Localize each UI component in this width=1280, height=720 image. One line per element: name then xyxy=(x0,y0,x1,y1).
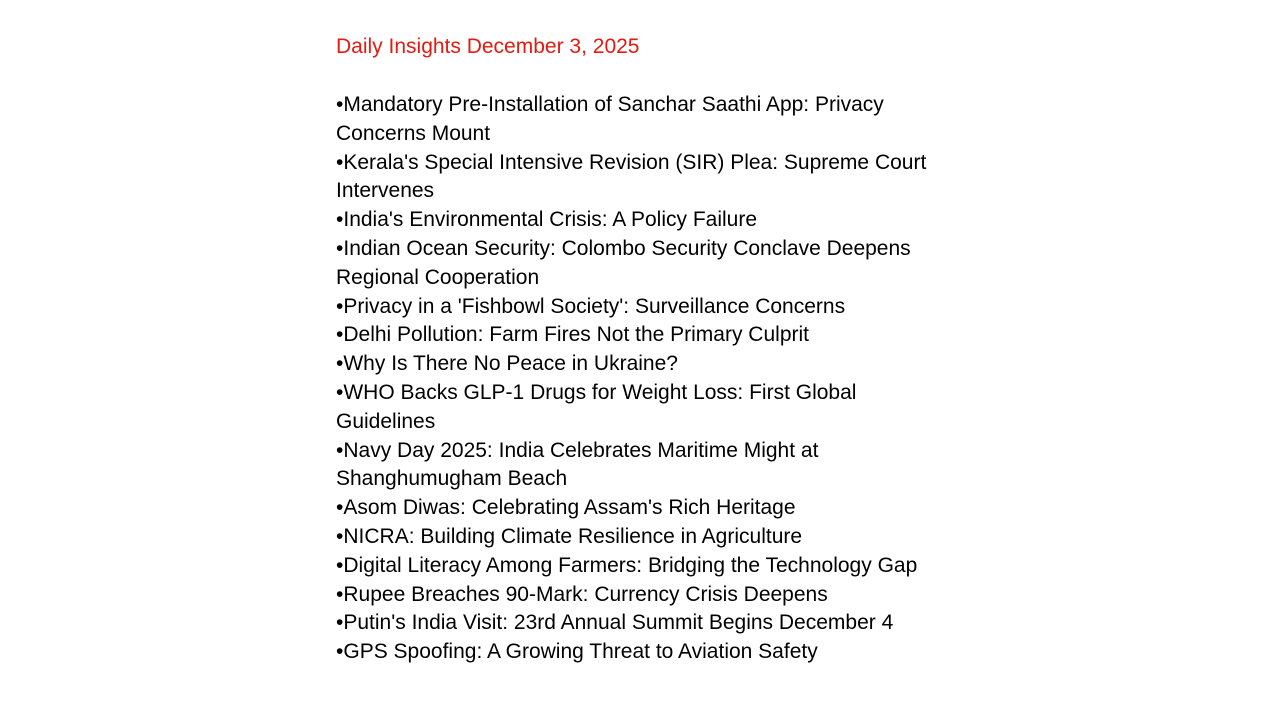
headline-item xyxy=(336,235,956,293)
bullet-icon: • xyxy=(336,640,344,664)
headline-text: Indian Ocean Security: Colombo Security Conclave Deepens Regional Cooperation xyxy=(336,236,911,289)
headline-text: Rupee Breaches 90-Mark: Currency Crisis Deepens xyxy=(343,582,828,606)
bullet-icon: • xyxy=(336,380,344,404)
headline-text: GPS Spoofing: A Growing Threat to Aviation Safety xyxy=(343,640,818,664)
headline-item xyxy=(336,321,956,350)
headline-text: Asom Diwas: Celebrating Assam's Rich Heritage xyxy=(343,496,796,520)
headline-text: WHO Backs GLP-1 Drugs for Weight Loss: First Global Guidelines xyxy=(336,380,857,433)
bullet-icon: • xyxy=(336,208,344,232)
headline-item xyxy=(336,350,956,379)
headline-item xyxy=(336,437,956,495)
headline-text: Delhi Pollution: Farm Fires Not the Primary Culprit xyxy=(343,323,809,347)
headline-text: Mandatory Pre-Installation of Sanchar Saathi App: Privacy Concerns Mount xyxy=(336,93,884,145)
headline-item xyxy=(336,206,956,235)
headline-item xyxy=(336,379,956,437)
headline-item xyxy=(336,552,956,581)
bullet-icon: • xyxy=(336,150,344,174)
headline-item xyxy=(336,609,956,638)
headline-text: Kerala's Special Intensive Revision (SIR) Plea: Supreme Court Intervenes xyxy=(336,150,927,203)
page-title: Daily Insights December 3, 2025 xyxy=(336,35,640,58)
headline-item xyxy=(336,494,956,523)
bullet-icon: • xyxy=(336,93,344,116)
headline-item xyxy=(336,293,956,322)
headline-text: Privacy in a 'Fishbowl Society': Surveillance Concerns xyxy=(343,294,846,318)
headline-item xyxy=(336,523,956,552)
headline-text: India's Environmental Crisis: A Policy Failure xyxy=(343,208,758,232)
bullet-icon: • xyxy=(336,323,344,347)
bullet-icon: • xyxy=(336,524,344,548)
headline-item xyxy=(336,149,956,207)
bullet-icon: • xyxy=(336,236,344,260)
headline-list xyxy=(336,91,956,667)
headline-item xyxy=(336,638,956,667)
bullet-icon: • xyxy=(336,582,344,606)
bullet-icon: • xyxy=(336,611,344,635)
bullet-icon: • xyxy=(336,294,344,318)
headline-text: Navy Day 2025: India Celebrates Maritime Might at Shanghumugham Beach xyxy=(336,438,819,491)
slide-content xyxy=(336,32,956,667)
headline-item xyxy=(336,581,956,610)
headline-item xyxy=(336,91,956,149)
bullet-icon: • xyxy=(336,496,344,520)
headline-text: Putin's India Visit: 23rd Annual Summit Begins December 4 xyxy=(343,611,894,635)
headline-text: NICRA: Building Climate Resilience in Agriculture xyxy=(343,524,803,548)
headline-text: Digital Literacy Among Farmers: Bridging the Technology Gap xyxy=(343,553,918,577)
bullet-icon: • xyxy=(336,438,344,462)
bullet-icon: • xyxy=(336,553,344,577)
headline-text: Why Is There No Peace in Ukraine? xyxy=(343,352,678,376)
bullet-icon: • xyxy=(336,352,344,376)
